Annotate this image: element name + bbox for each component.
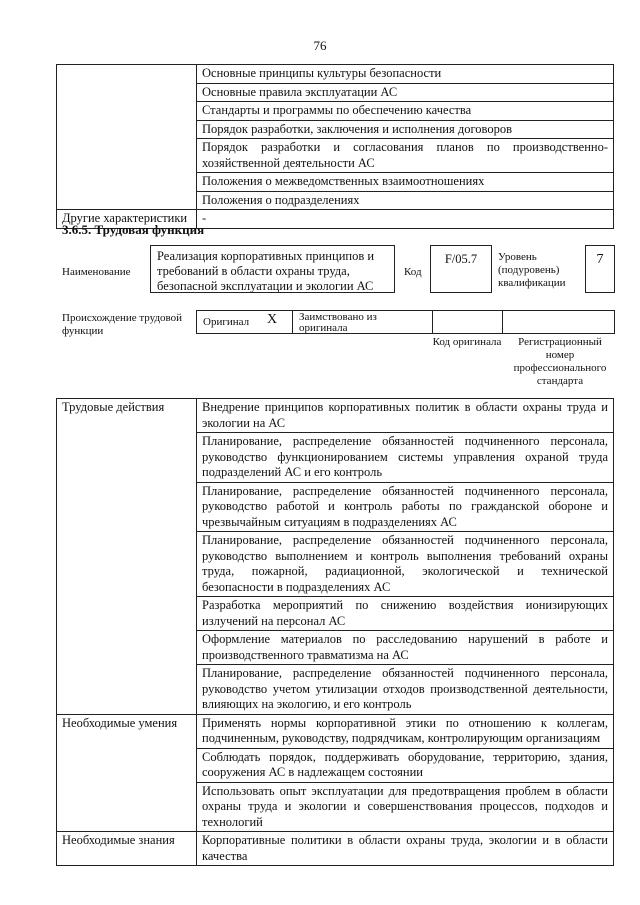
table-cell: Планирование, распределение обязанностей подчиненного персонала, руководство функционированием системы управления охраной труда подразделений АС и его контроль [197, 433, 614, 483]
code-original-caption: Код оригинала [432, 336, 502, 348]
table-cell: Применять нормы корпоративной этики по отношению к коллегам, подчиненным, руководству, подрядчикам, контролирующим организациям [197, 714, 614, 748]
table-cell: Внедрение принципов корпоративных политик в области охраны труда и экологии на АС [197, 399, 614, 433]
table-cell: Соблюдать порядок, поддерживать оборудование, территорию, здания, сооружения АС в надлежащем состоянии [197, 748, 614, 782]
table-cell: Порядок разработки и согласования планов по производственно-хозяйственной деятельности АС [197, 139, 614, 173]
qualification-level-box: 7 [585, 245, 615, 293]
table-cell: Стандарты и программы по обеспечению качества [197, 102, 614, 121]
registration-number-cell [503, 311, 616, 333]
function-code-box: F/05.7 [430, 245, 492, 293]
table-cell: Основные принципы культуры безопасности [197, 65, 614, 84]
table-cell: Планирование, распределение обязанностей подчиненного персонала, руководство учетом утилизации отходов производственной деятельности, влияющих на экологию, и его контроль [197, 665, 614, 715]
borrowed-label: Заимствовано из оригинала [293, 311, 433, 333]
table-cell: Использовать опыт эксплуатации для предотвращения проблем в области охраны труда и экологии и совершенствования процессов, подходов и технологий [197, 782, 614, 832]
labor-actions-label: Трудовые действия [57, 399, 197, 715]
characteristics-table [56, 64, 614, 229]
original-mark: X [267, 312, 278, 327]
code-original-cell [433, 311, 503, 333]
table-cell: Положения о межведомственных взаимоотношениях [197, 173, 614, 192]
original-label: Оригинал [203, 316, 250, 328]
table-cell: Планирование, распределение обязанностей подчиненного персонала, руководство выполнением и контроль выполнения требований охраны труда, пожарной, радиационной, экологической и технической безопасности в подразделениях АС [197, 532, 614, 597]
code-label: Код [404, 266, 422, 278]
skills-label: Необходимые умения [57, 714, 197, 832]
table-cell: Порядок разработки, заключения и исполнения договоров [197, 120, 614, 139]
registration-number-caption: Регистрационный номер профессионального стандарта [513, 336, 607, 387]
table-cell: Корпоративные политики в области охраны труда, экологии и в области качества [197, 832, 614, 866]
table-cell: Положения о подразделениях [197, 191, 614, 210]
table-cell: Разработка мероприятий по снижению воздействия ионизирующих излучений на персонал АС [197, 597, 614, 631]
other-characteristics-value: - [197, 210, 614, 229]
labor-function-table [56, 398, 614, 866]
knowledge-label: Необходимые знания [57, 832, 197, 866]
origin-row [196, 310, 615, 334]
page-number: 76 [313, 38, 327, 53]
other-characteristics-label: Другие характеристики [57, 210, 197, 229]
section-title: 3.6.5. Трудовая функция [62, 222, 205, 237]
table-cell: Основные правила эксплуатации АС [197, 83, 614, 102]
original-cell [197, 311, 293, 333]
table-row [57, 399, 614, 433]
function-name-box: Реализация корпоративных принципов и требований в области охраны труда, безопасной эксплуатации и экологии АС [150, 245, 395, 293]
table-row [57, 714, 614, 748]
origin-label: Происхождение трудовой функции [62, 312, 183, 337]
table-cell: Планирование, распределение обязанностей подчиненного персонала, руководство работой и контроль работы по гражданской обороне и чрезвычайным ситуациям в подразделениях АС [197, 482, 614, 532]
table-cell: Оформление материалов по расследованию нарушений в работе и производственного травматизма на АС [197, 631, 614, 665]
table-row [57, 65, 614, 84]
empty-label-cell [57, 65, 197, 210]
name-label: Наименование [62, 266, 131, 278]
table-row [57, 832, 614, 866]
qualification-level-label: Уровень (подуровень) квалификации [498, 251, 566, 289]
